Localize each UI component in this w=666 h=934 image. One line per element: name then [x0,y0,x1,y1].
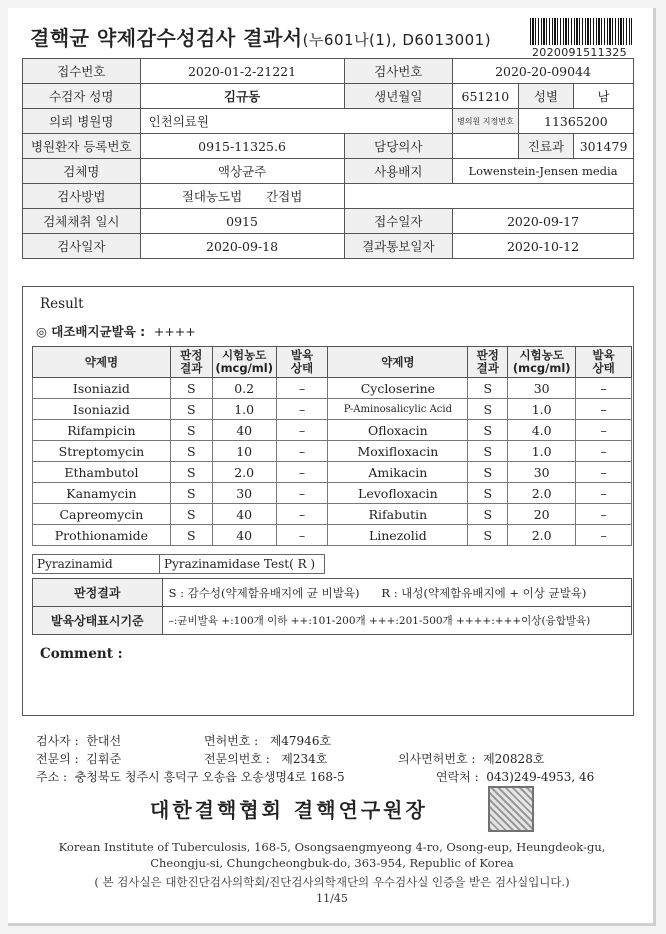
drug-name: Isoniazid [33,378,171,399]
sex-label: 성별 [518,84,573,109]
drug-result: S [468,504,508,525]
drug-result: S [170,462,212,483]
drug-concentration: 4.0 [508,420,576,441]
license-line: 면허번호 : 제47946호 [204,734,332,748]
drug-result: S [170,504,212,525]
drug-result: S [170,441,212,462]
hospital-label: 의뢰 병원명 [23,109,141,134]
drug-result: S [468,462,508,483]
pyrazinamide-value: Pyrazinamidase Test( R ) [160,555,325,574]
judgement-resistant: R : 내성(약제함유배지에 + 이상 균발육) [381,585,587,600]
drug-concentration: 1.0 [212,399,276,420]
report-date-label: 결과통보일자 [344,234,453,259]
drug-concentration: 20 [508,504,576,525]
specialist-no: 제234호 [281,752,328,766]
patient-name: 김규동 [140,84,344,109]
drug-name: P-Aminosalicylic Acid [328,399,468,420]
report-title [30,22,491,51]
drug-concentration: 0.2 [212,378,276,399]
drug-row [33,441,632,462]
drug-concentration: 30 [508,378,576,399]
drug-name: Levofloxacin [328,483,468,504]
header-conc-2: 시험농도 (mcg/ml) [508,347,576,378]
header-judge: 판정 결과 [170,347,212,378]
doctor-license-no: 제20828호 [483,752,545,766]
drug-concentration: 1.0 [508,399,576,420]
doctor-label: 담당의사 [344,134,453,159]
official-seal [488,786,534,832]
control-growth-label: ◎ 대조배지균발육 : [36,324,146,339]
registration-no: 0915-11325.6 [140,134,344,159]
growth-key-label: 발육상태표시기준 [33,607,163,635]
drug-growth: – [576,483,632,504]
drug-concentration: 2.0 [508,483,576,504]
designation-label: 병의원 지정번호 [453,109,519,134]
drug-row [33,378,632,399]
specimen-value: 액상균주 [140,159,344,184]
drug-concentration: 30 [508,462,576,483]
collect-date-label: 검체채취 일시 [23,209,141,234]
drug-growth: – [276,441,328,462]
method-value [140,184,344,209]
method-indirect: 간접법 [266,189,303,204]
drug-concentration: 10 [212,441,276,462]
control-growth [36,322,196,340]
drug-name: Isoniazid [33,399,171,420]
registration-label: 병원환자 등록번호 [23,134,141,159]
page-number: 11/45 [316,892,348,905]
header-growth: 발육 상태 [276,347,328,378]
drug-growth: – [276,378,328,399]
judgement-table [32,578,632,635]
drug-growth: – [576,462,632,483]
method-label: 검사방법 [23,184,141,209]
receipt-no: 2020-01-2-21221 [140,59,344,84]
drug-result: S [170,399,212,420]
drug-result: S [170,420,212,441]
medium-label: 사용배지 [344,159,453,184]
drug-growth: – [576,504,632,525]
specialist-line: 전문의 : 김휘준 [36,752,122,766]
test-no: 2020-20-09044 [453,59,634,84]
hospital-name: 인천의료원 [140,109,453,134]
header-judge-2: 판정 결과 [468,347,508,378]
received-date: 2020-09-17 [453,209,634,234]
drug-growth: – [276,462,328,483]
drug-growth: – [576,441,632,462]
english-address-2: Cheongju-si, Chungcheongbuk-do, 363-954, Republic of Korea [150,856,514,870]
drug-name: Ethambutol [33,462,171,483]
drug-growth: – [576,399,632,420]
drug-name: Streptomycin [33,441,171,462]
drug-concentration: 2.0 [212,462,276,483]
drug-name: Linezolid [328,525,468,546]
doctor-license-line: 의사면허번호 : 제20828호 [398,752,545,766]
drug-growth: – [276,399,328,420]
drug-result: S [468,525,508,546]
drug-growth: – [276,504,328,525]
drug-name: Kanamycin [33,483,171,504]
drug-concentration: 1.0 [508,441,576,462]
department-label: 진료과 [518,134,573,159]
drug-concentration: 2.0 [508,525,576,546]
address-line: 주소 : 충청북도 청주시 흥덕구 오송읍 오송생명4로 168-5 [36,770,345,784]
report-date: 2020-10-12 [453,234,634,259]
drug-table-header [33,347,632,378]
title-text: 결핵균 약제감수성검사 결과서 [30,26,303,50]
test-no-label: 검사번호 [344,59,453,84]
barcode-number: 2020091511325 [532,46,627,59]
header-drug-2: 약제명 [328,347,468,378]
drug-result: S [468,399,508,420]
drug-name: Rifampicin [33,420,171,441]
specialist-no-line: 전문의번호 : 제234호 [204,752,328,766]
examiner-line: 검사자 : 한대선 [36,734,122,748]
drug-row [33,504,632,525]
drug-name: Moxifloxacin [328,441,468,462]
specimen-label: 검체명 [23,159,141,184]
certification-note: ( 본 검사실은 대한진단검사의학회/진단검사의학재단의 우수검사실 인증을 받은 검사실입니다.) [94,875,570,889]
contact-text: 043)249-4953, 46 [486,770,595,784]
patient-name-label: 수검자 성명 [23,84,141,109]
receipt-no-label: 접수번호 [23,59,141,84]
english-address-1: Korean Institute of Tuberculosis, 168-5, Osongsaengmyeong 4-ro, Osong-eup, Heungdeok-gu, [58,840,606,854]
drug-name: Prothionamide [33,525,171,546]
growth-key-text: –:균비발육 +:100개 이하 ++:101-200개 +++:201-500개 ++++:+++이상(융합발육) [162,607,631,635]
pyrazinamide-label: Pyrazinamid [33,555,160,574]
drug-name: Amikacin [328,462,468,483]
header-drug: 약제명 [33,347,171,378]
drug-name: Capreomycin [33,504,171,525]
organization-name: 대한결핵협회 결핵연구원장 [150,798,428,822]
barcode-image [530,18,632,45]
birth-label: 생년월일 [344,84,453,109]
header-conc: 시험농도 (mcg/ml) [212,347,276,378]
drug-result: S [170,483,212,504]
drug-result: S [468,483,508,504]
received-date-label: 접수일자 [344,209,453,234]
drug-row [33,525,632,546]
drug-concentration: 40 [212,420,276,441]
header-growth-2: 발육 상태 [576,347,632,378]
patient-info-table [22,58,634,259]
drug-growth: – [276,483,328,504]
contact-line: 연락처 : 043)249-4953, 46 [436,770,595,784]
license-no: 제47946호 [269,734,332,748]
drug-growth: – [576,525,632,546]
drug-growth: – [576,378,632,399]
sex-value: 남 [574,84,634,109]
method-absolute: 절대농도법 [181,189,243,204]
pyrazinamide-row [32,554,325,574]
judgement-text [162,579,631,607]
birth-date: 651210 [453,84,519,109]
medium-value: Lowenstein-Jensen media [453,159,634,184]
test-date-label: 검사일자 [23,234,141,259]
judgement-label: 판정결과 [33,579,163,607]
drug-row [33,399,632,420]
address-text: 충청북도 청주시 흥덕구 오송읍 오송생명4로 168-5 [74,770,345,784]
test-date: 2020-09-18 [140,234,344,259]
designation-no: 11365200 [518,109,633,134]
drug-concentration: 40 [212,504,276,525]
drug-row [33,420,632,441]
drug-row [33,483,632,504]
judgement-susceptible: S : 감수성(약제함유배지에 균 비발육) [168,585,360,600]
collect-date: 0915 [140,209,344,234]
drug-growth: – [276,525,328,546]
drug-result: S [170,378,212,399]
blank-cell [344,184,633,209]
drug-result: S [170,525,212,546]
drug-result: S [468,420,508,441]
comment-label: Comment : [40,646,123,662]
specialist-name: 김휘준 [86,752,122,766]
department-value: 301479 [574,134,634,159]
drug-growth: – [276,420,328,441]
drug-name: Cycloserine [328,378,468,399]
title-code: (누601나(1), D6013001) [302,31,492,49]
drug-name: Ofloxacin [328,420,468,441]
drug-susceptibility-table [32,346,632,546]
drug-row [33,462,632,483]
examiner-name: 한대선 [86,734,122,748]
drug-result: S [468,378,508,399]
doctor-name [453,134,519,159]
drug-concentration: 30 [212,483,276,504]
control-growth-value: ++++ [153,324,196,339]
drug-growth: – [576,420,632,441]
drug-concentration: 40 [212,525,276,546]
result-label: Result [40,296,84,312]
drug-result: S [468,441,508,462]
drug-name: Rifabutin [328,504,468,525]
